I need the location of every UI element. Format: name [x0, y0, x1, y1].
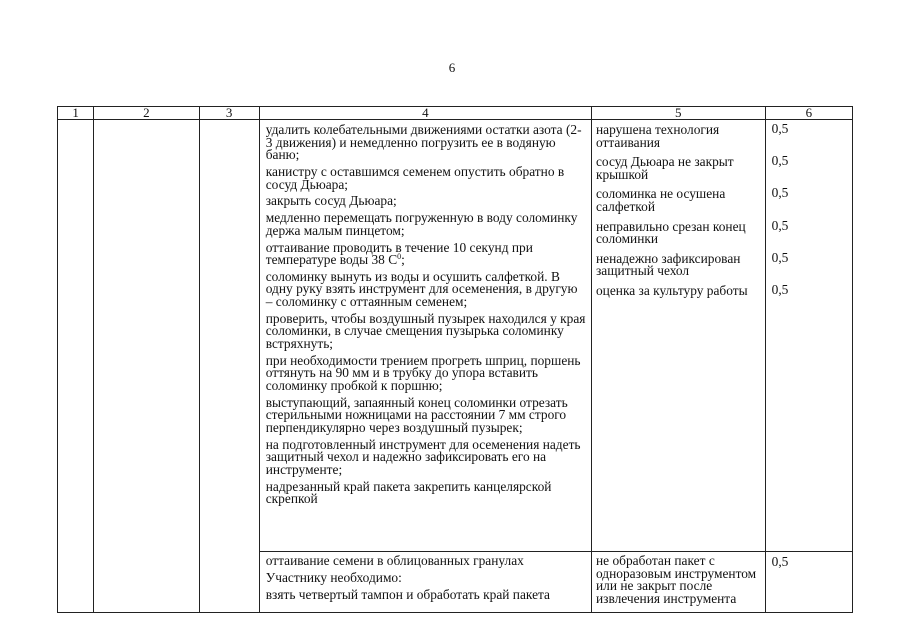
criteria-cell [591, 120, 765, 552]
step-item: Участнику необходимо: [265, 569, 402, 585]
step-item: взять четвертый тампон и обработать край пакета [265, 586, 550, 602]
table-row [58, 120, 853, 552]
step-item: на подготовленный инструмент для осеменения надеть защитный чехол и надежно зафиксировать его на инструменте; [265, 436, 581, 477]
degree-superscript: 0 [397, 252, 402, 262]
step-item: соломинку вынуть из воды и осушить салфеткой. В одну руку взять инструмент для осеменения, в другую – соломинку с оттаянным семенем; [265, 268, 578, 310]
scores-cell [765, 552, 852, 613]
step-item: канистру с оставшимся семенем опустить обратно в сосуд Дьюара; [265, 163, 565, 192]
page-number: 6 [448, 60, 456, 75]
criterion-item: сосуд Дьюара не закрыт крышкой [595, 154, 734, 182]
steps-cell [259, 120, 591, 552]
step-item: оттаивание семени в облицованных гранулах [265, 553, 524, 568]
step-item: выступающий, запаянный конец соломинки отрезать стерильными ножницами на расстоянии 7 мм строго перпендикулярно через воздушный пузырек; [265, 394, 568, 435]
score-value: 0,5 [771, 554, 789, 569]
criterion-item: нарушена технология оттаивания [595, 122, 720, 150]
step-item: при необходимости трением прогреть шприц, поршень оттянуть на 90 мм и в трубку до упора вставить соломинку пробкой к поршню; [265, 352, 581, 393]
cell-col3 [199, 120, 259, 613]
criterion-item: неправильно срезан конец соломинки [595, 218, 746, 247]
criterion-item: не обработан пакет с одноразовым инструментом или не закрыт после извлечения инструмента [595, 553, 757, 606]
score-value: 0,5 [771, 281, 789, 297]
step-item-temperature [260, 239, 591, 268]
cell-col1 [58, 120, 94, 613]
header-cell-2: 2 [94, 107, 199, 120]
step-item: надрезанный край пакета закрепить канцелярской скрепкой [265, 478, 552, 507]
step-tail: ; [401, 252, 405, 268]
evaluation-table [57, 106, 853, 613]
score-value: 0,5 [771, 153, 789, 169]
table-header-row [58, 107, 853, 120]
step-item: медленно перемещать погруженную в воду соломинку держа малым пинцетом; [265, 210, 578, 238]
criteria-cell [591, 552, 765, 613]
header-cell-4: 4 [259, 107, 591, 120]
steps-cell [259, 552, 591, 613]
header-cell-3: 3 [199, 107, 259, 120]
criterion-item: оценка за культуру работы [595, 282, 748, 298]
step-item: проверить, чтобы воздушный пузырек находился у края соломинки, в случае смещения пузырька соломинку встряхнуть; [265, 310, 586, 352]
score-value: 0,5 [771, 249, 789, 265]
header-cell-5: 5 [591, 107, 765, 120]
header-cell-6: 6 [765, 107, 852, 120]
score-value: 0,5 [771, 121, 789, 136]
criterion-item: ненадежно зафиксирован защитный чехол [595, 250, 741, 279]
step-text: оттаивание проводить в течение 10 секунд при температуре воды 38 С [265, 239, 533, 268]
step-item: удалить колебательными движениями остатки азота (2-3 движения) и немедленно погрузить ее в водяную баню; [265, 122, 582, 163]
criterion-item: соломинка не осушена салфеткой [595, 186, 726, 214]
header-cell-1: 1 [58, 107, 94, 120]
score-value: 0,5 [771, 185, 789, 201]
scores-cell [765, 120, 852, 552]
cell-col2 [94, 120, 199, 613]
score-value: 0,5 [771, 217, 789, 233]
step-item: закрыть сосуд Дьюара; [265, 193, 397, 209]
